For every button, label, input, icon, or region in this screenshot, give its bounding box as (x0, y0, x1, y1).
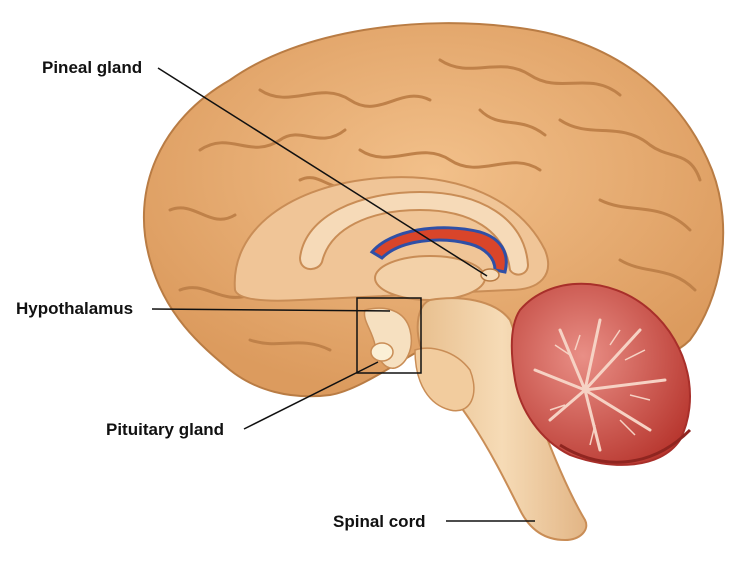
label-spinal-cord: Spinal cord (333, 512, 426, 531)
thalamus (375, 256, 485, 300)
pituitary-gland (371, 343, 393, 361)
label-pineal-gland: Pineal gland (42, 58, 143, 77)
pineal-gland (481, 269, 499, 281)
label-hypothalamus: Hypothalamus (16, 299, 134, 318)
label-pituitary-gland: Pituitary gland (106, 420, 225, 439)
